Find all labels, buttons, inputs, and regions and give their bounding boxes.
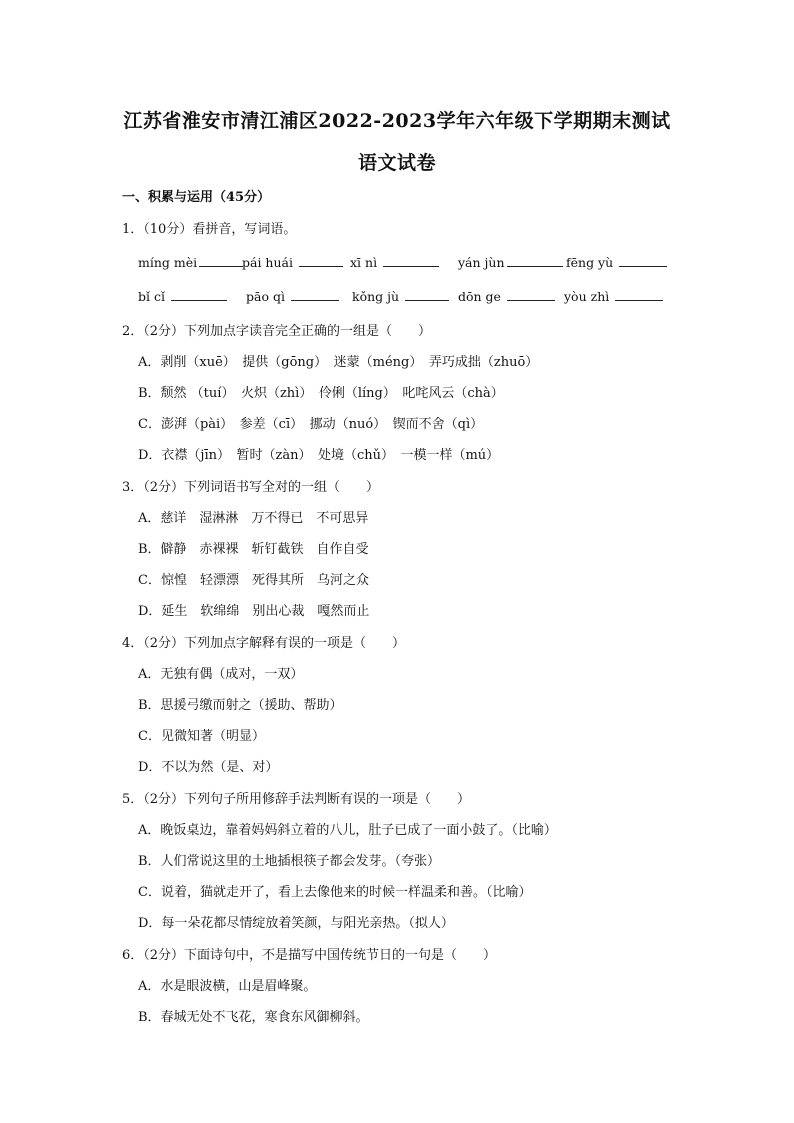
pinyin-item: bǐ cǐ: [138, 288, 227, 304]
answer-blank[interactable]: [507, 288, 555, 301]
pinyin-item: dōn ge: [458, 288, 555, 304]
question-1-stem: 1．（10分）看拼音，写词语。: [122, 222, 297, 237]
answer-blank[interactable]: [383, 254, 439, 267]
answer-blank[interactable]: [619, 254, 667, 267]
question-5-option-d[interactable]: D．每一朵花都尽情绽放着笑颜，与阳光亲热。（拟人）: [138, 916, 454, 931]
exam-subtitle: 语文试卷: [357, 152, 436, 174]
exam-title: 江苏省淮安市清江浦区2022-2023学年六年级下学期期末测试: [123, 110, 671, 132]
question-2-option-d[interactable]: D．衣襟（jīn） 暂时（zàn） 处境（chǔ） 一模一样（mú）: [138, 448, 500, 463]
answer-blank[interactable]: [199, 254, 243, 267]
question-5-stem: 5．（2分）下列句子所用修辞手法判断有误的一项是（ ）: [122, 792, 471, 807]
pinyin-item: yán jùn: [458, 254, 563, 270]
question-3-option-a[interactable]: A．慈详 湿淋淋 万不得已 不可思异: [138, 511, 369, 526]
question-4-option-b[interactable]: B．思援弓缴而射之（援助、帮助）: [138, 698, 343, 713]
question-2-option-a[interactable]: A．剥削（xuē） 提供（gōng） 迷蒙（méng） 弄巧成拙（zhuō）: [138, 355, 539, 370]
question-2-option-c[interactable]: C．澎湃（pài） 参差（cī） 挪动（nuó） 锲而不舍（qì）: [138, 417, 484, 432]
pinyin-item: míng mèi: [138, 254, 243, 270]
answer-blank[interactable]: [171, 288, 227, 301]
question-2-stem: 2．（2分）下列加点字读音完全正确的一组是（ ）: [122, 324, 432, 339]
question-3-stem: 3．（2分）下列词语书写全对的一组（ ）: [122, 480, 380, 495]
question-4-option-a[interactable]: A．无独有偶（成对，一双）: [138, 667, 304, 682]
question-5-option-c[interactable]: C．说着，猫就走开了，看上去像他来的时候一样温柔和善。（比喻）: [138, 885, 532, 900]
pinyin-item: pái huái: [242, 254, 343, 270]
question-3-option-b[interactable]: B．僻静 赤裸裸 斩钉截铁 自作自受: [138, 542, 369, 557]
question-5-option-b[interactable]: B．人们常说这里的土地插根筷子都会发芽。（夸张）: [138, 854, 441, 869]
question-6-option-b[interactable]: B．春城无处不飞花，寒食东风御柳斜。: [138, 1010, 369, 1025]
answer-blank[interactable]: [299, 254, 343, 267]
answer-blank[interactable]: [405, 288, 449, 301]
question-3-option-c[interactable]: C．惊惶 轻漂漂 死得其所 乌河之众: [138, 573, 369, 588]
answer-blank[interactable]: [291, 288, 339, 301]
question-4-option-d[interactable]: D．不以为然（是、对）: [138, 760, 279, 775]
answer-blank[interactable]: [615, 288, 663, 301]
question-4-stem: 4．（2分）下列加点字解释有误的一项是（ ）: [122, 636, 406, 651]
pinyin-item: xī nì: [350, 254, 439, 270]
answer-blank[interactable]: [507, 254, 563, 267]
question-2-option-b[interactable]: B．颓然 （tuí） 火炽（zhì） 伶俐（líng） 叱咤风云（chà）: [138, 386, 504, 401]
question-3-option-d[interactable]: D．延生 软绵绵 别出心裁 嘎然而止: [138, 604, 370, 619]
section-heading: 一、积累与运用（45分）: [122, 190, 271, 205]
question-5-option-a[interactable]: A．晚饭桌边，靠着妈妈斜立着的八儿，肚子已成了一面小鼓了。（比喻）: [138, 823, 557, 838]
question-4-option-c[interactable]: C．见微知著（明显）: [138, 729, 265, 744]
pinyin-item: fēng yù: [566, 254, 667, 270]
pinyin-item: yòu zhì: [564, 288, 663, 304]
pinyin-item: pāo qì: [246, 288, 339, 304]
pinyin-item: kǒng jù: [352, 288, 449, 304]
question-6-stem: 6．（2分）下面诗句中，不是描写中国传统节日的一句是（ ）: [122, 948, 497, 963]
question-6-option-a[interactable]: A．水是眼波横，山是眉峰聚。: [138, 979, 317, 994]
